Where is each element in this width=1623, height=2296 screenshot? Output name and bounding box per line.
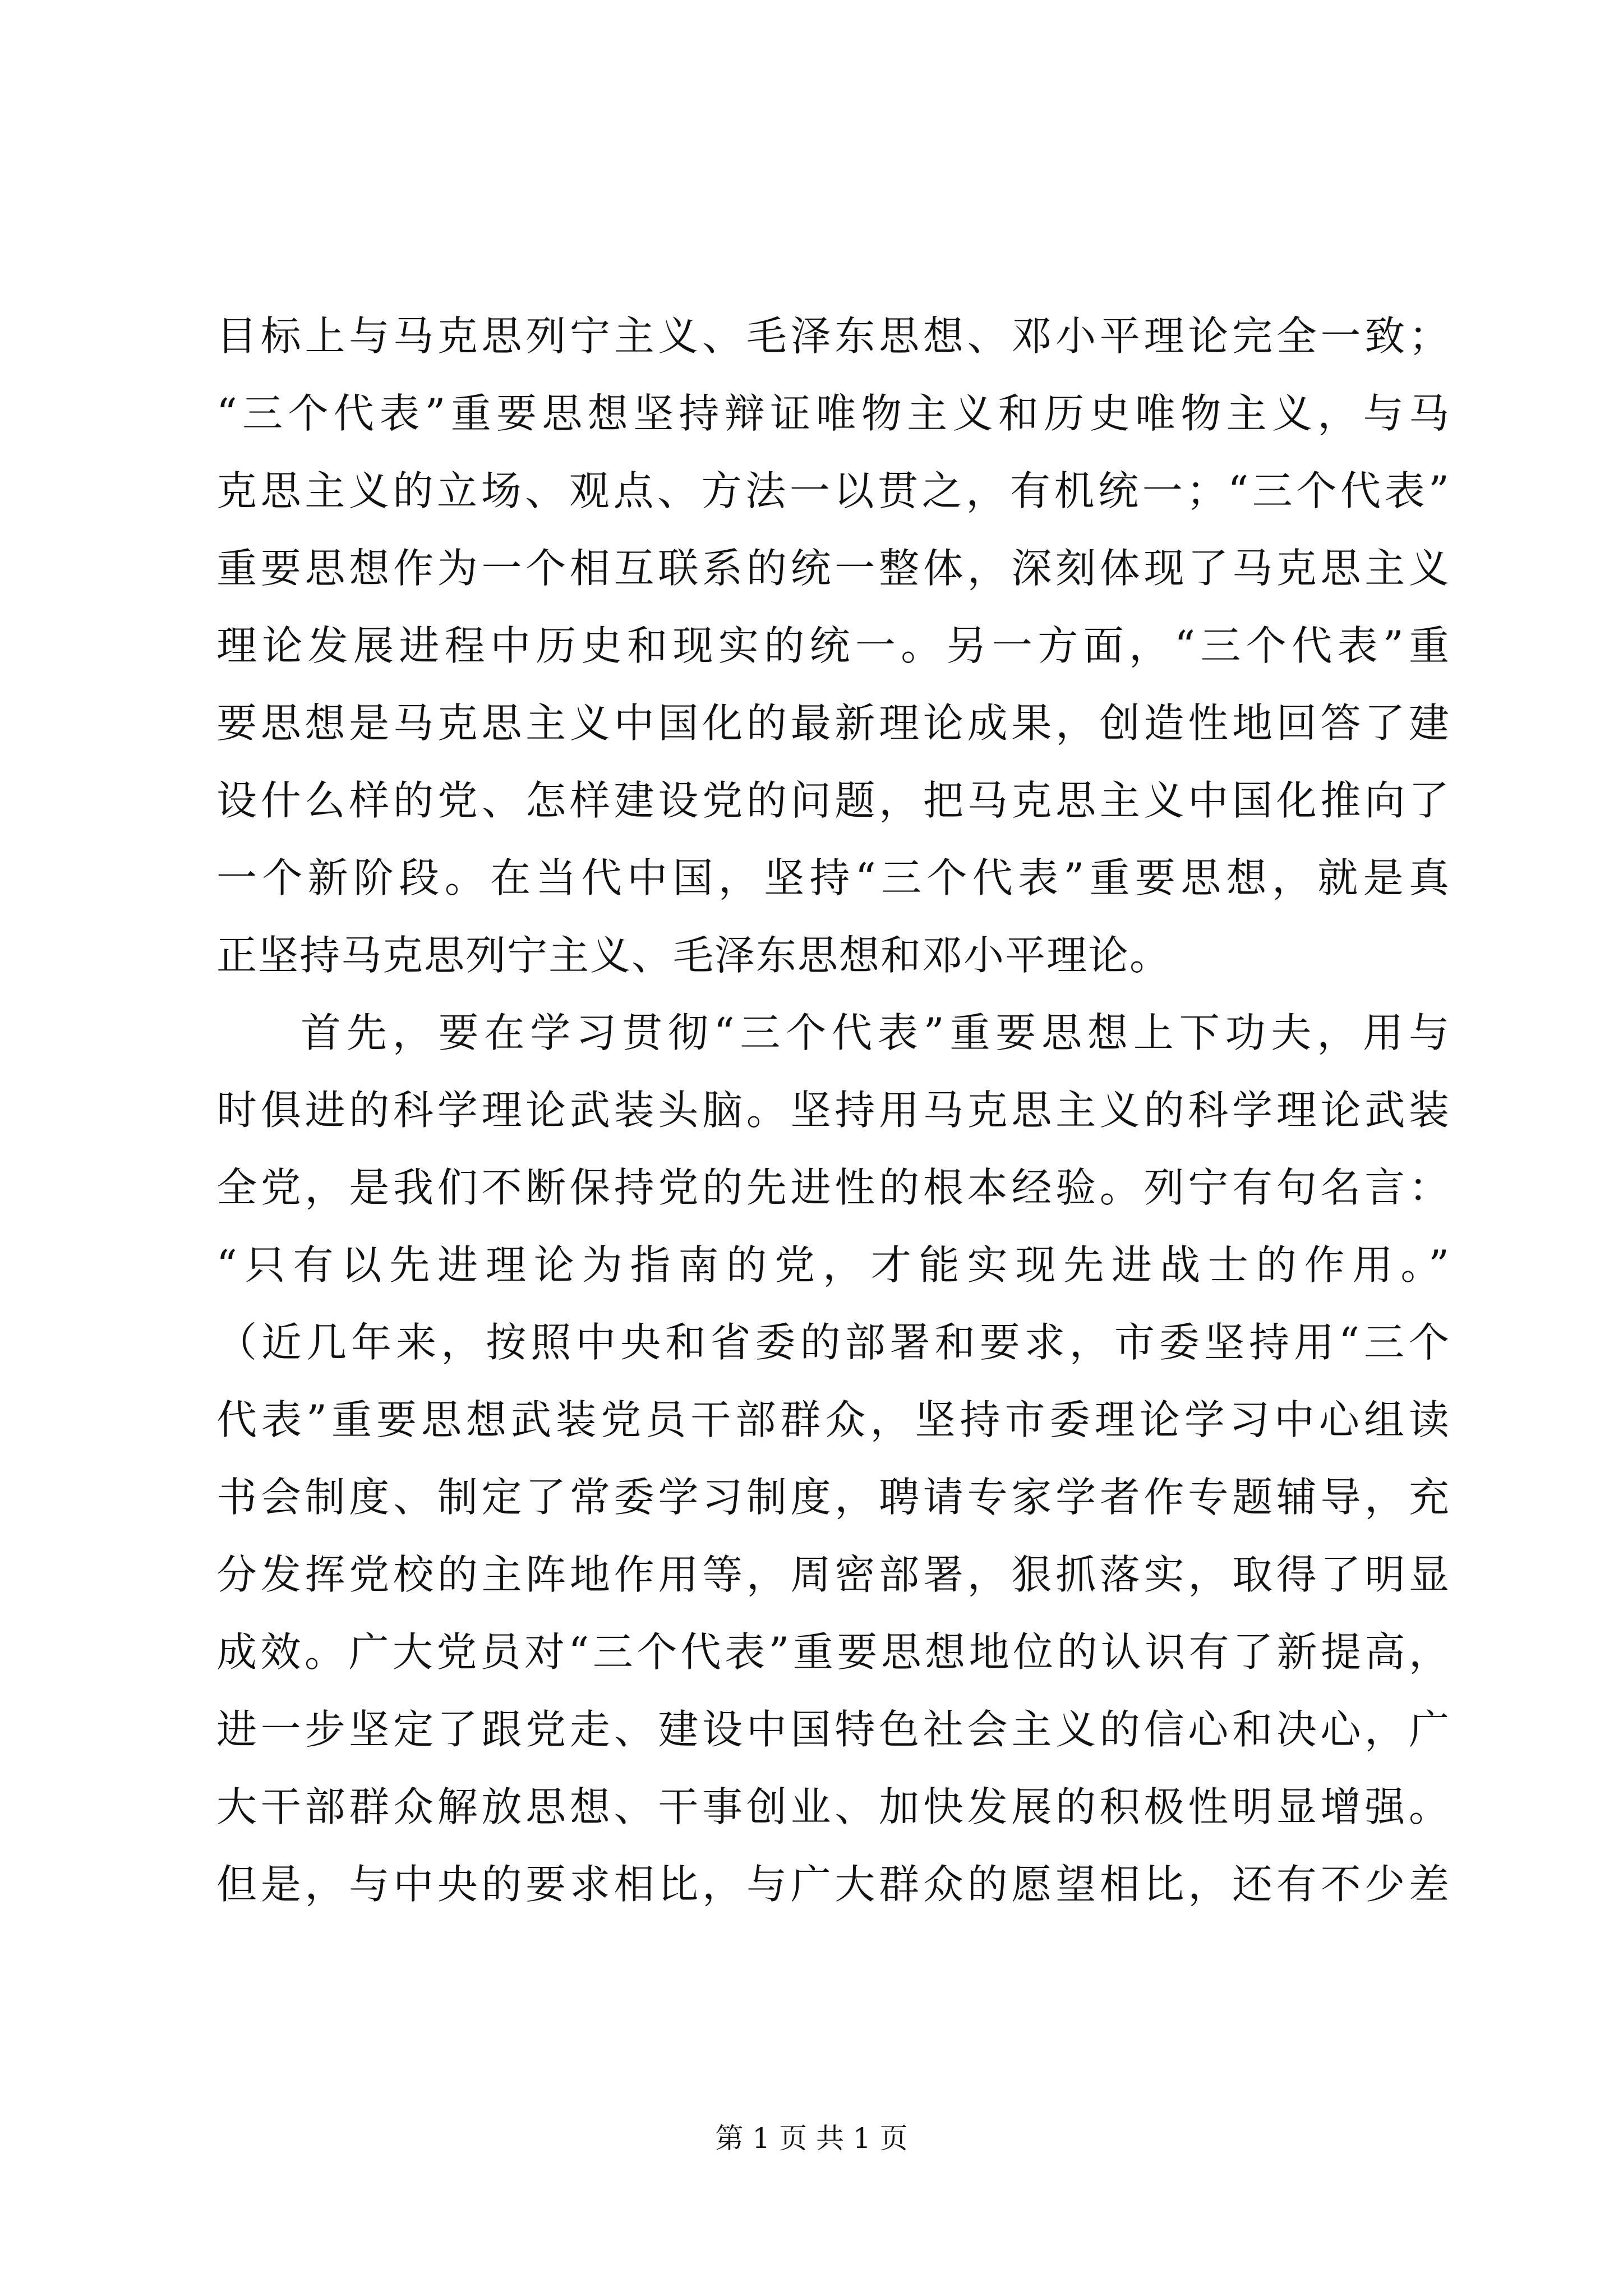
paragraph-1-line-3: 克思主义的立场、观点、方法一以贯之，有机统一；“三个代表”	[216, 467, 1450, 514]
paragraph-1-line-1: 目标上与马克思列宁主义、毛泽东思想、邓小平理论完全一致；	[216, 312, 1450, 360]
paragraph-1-line-7: 设什么样的党、怎样建设党的问题，把马克思主义中国化推向了	[216, 777, 1450, 824]
paragraph-2-line-6: 代表”重要思想武装党员干部群众，坚持市委理论学习中心组读	[216, 1396, 1450, 1443]
paragraph-1-line-6: 要思想是马克思主义中国化的最新理论成果，创造性地回答了建	[216, 700, 1450, 747]
paragraph-1-line-8: 一个新阶段。在当代中国，坚持“三个代表”重要思想，就是真	[216, 854, 1450, 901]
paragraph-2-line-3: 全党，是我们不断保持党的先进性的根本经验。列宁有句名言：	[216, 1164, 1450, 1211]
paragraph-2-line-11: 大干部群众解放思想、干事创业、加快发展的积极性明显增强。	[216, 1783, 1450, 1830]
paragraph-2-line-1: 首先，要在学习贯彻“三个代表”重要思想上下功夫，用与	[301, 1009, 1450, 1056]
paragraph-2-line-5: （近几年来，按照中央和省委的部署和要求，市委坚持用“三个	[216, 1319, 1450, 1366]
paragraph-2-line-4: “只有以先进理论为指南的党，才能实现先进战士的作用。”	[216, 1241, 1450, 1289]
paragraph-1-line-2: “三个代表”重要思想坚持辩证唯物主义和历史唯物主义，与马	[216, 390, 1450, 437]
paragraph-1-line-5: 理论发展进程中历史和现实的统一。另一方面，“三个代表”重	[216, 622, 1450, 669]
paragraph-2-line-10: 进一步坚定了跟党走、建设中国特色社会主义的信心和决心，广	[216, 1706, 1450, 1753]
paragraph-2-line-12: 但是，与中央的要求相比，与广大群众的愿望相比，还有不少差	[216, 1861, 1450, 1908]
paragraph-2-line-2: 时俱进的科学理论武装头脑。坚持用马克思主义的科学理论武装	[216, 1087, 1450, 1134]
document-body	[216, 297, 1450, 1923]
paragraph-2-line-8: 分发挥党校的主阵地作用等，周密部署，狠抓落实，取得了明显	[216, 1551, 1450, 1598]
paragraph-1-line-9: 正坚持马克思列宁主义、毛泽东思想和邓小平理论。	[216, 932, 1172, 979]
page-footer	[0, 2122, 1623, 2155]
page-number-label: 第 1 页 共 1 页	[715, 2122, 908, 2155]
paragraph-2-line-9: 成效。广大党员对“三个代表”重要思想地位的认识有了新提高，	[216, 1628, 1450, 1676]
paragraph-1-line-4: 重要思想作为一个相互联系的统一整体，深刻体现了马克思主义	[216, 545, 1450, 592]
paragraph-2-line-7: 书会制度、制定了常委学习制度，聘请专家学者作专题辅导，充	[216, 1474, 1450, 1521]
